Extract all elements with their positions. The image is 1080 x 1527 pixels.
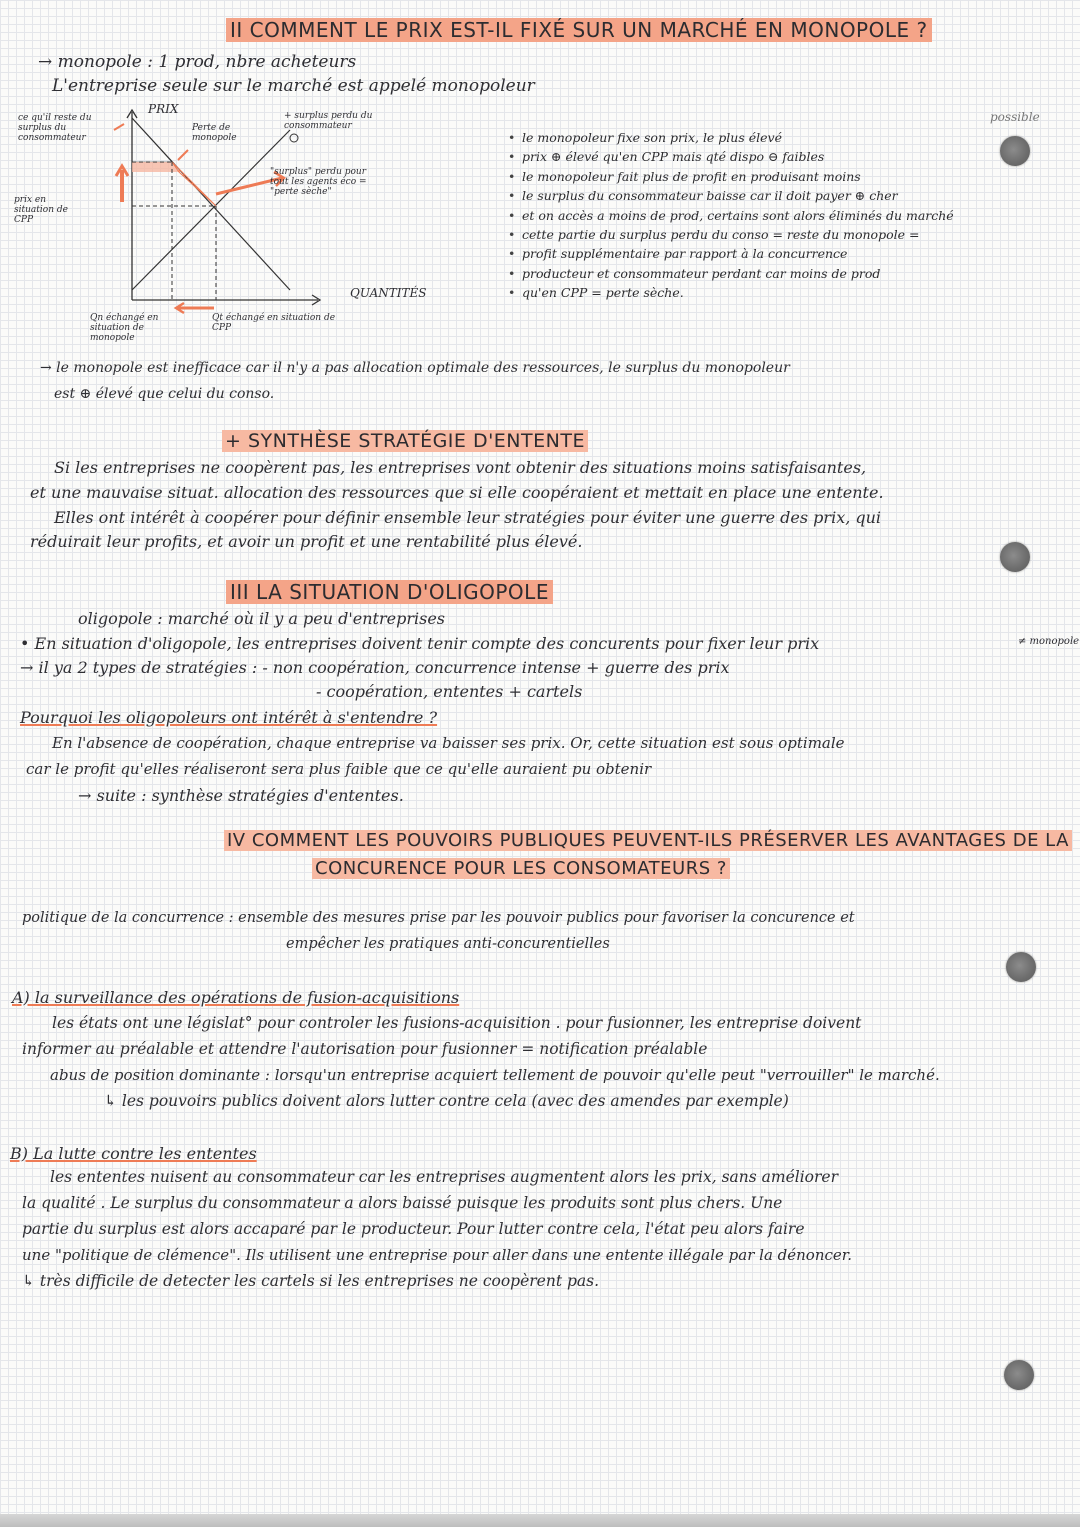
monopole-bullets	[508, 128, 954, 302]
bullet-item: • prix ⊕ élevé qu'en CPP mais qté dispo ⊖ faibles	[508, 147, 954, 166]
subsection-b-line5: ↳ très difficile de detecter les cartels si les entreprises ne coopèrent pas.	[22, 1272, 600, 1290]
monopole-conclusion-line2: est ⊕ élevé que celui du conso.	[54, 386, 275, 402]
possible-note: possible	[990, 110, 1040, 124]
subsection-b-line1: les ententes nuisent au consommateur car les entreprises augmentent alors les prix, sans améliorer	[50, 1168, 839, 1186]
bullet-item: • le monopoleur fixe son prix, le plus élevé	[508, 128, 954, 147]
monopoleur-definition: L'entreprise seule sur le marché est appelé monopoleur	[52, 76, 535, 96]
subsection-b-title: B) La lutte contre les ententes	[10, 1144, 257, 1163]
prix-axis-label: PRIX	[148, 102, 179, 116]
oligopole-line2: → il ya 2 types de stratégies : - non coopération, concurrence intense + guerre des prix	[20, 658, 730, 677]
oligopole-definition: oligopole : marché où il y a peu d'entreprises	[78, 609, 445, 628]
subsection-b-line2: la qualité . Le surplus du consommateur a alors baissé puisque les produits sont plus chers. Une	[22, 1194, 783, 1212]
oligopole-question: Pourquoi les oligopoleurs ont intérêt à s'entendre ?	[20, 708, 438, 727]
politique-concurrence-def2: empêcher les pratiques anti-concurentielles	[286, 936, 610, 952]
binder-hole	[1000, 136, 1030, 166]
synthese-paragraph	[30, 456, 884, 555]
bullet-item: • cette partie du surplus perdu du conso = reste du monopole =	[508, 225, 954, 244]
monopole-note: ≠ monopole	[1018, 636, 1080, 647]
subsection-a-line3: abus de position dominante : lorsqu'un entreprise acquiert tellement de pouvoir qu'elle peut "verrouiller" le marché.	[50, 1066, 940, 1084]
monopole-definition: → monopole : 1 prod, nbre acheteurs	[38, 52, 357, 72]
oligopole-answer2: car le profit qu'elles réaliseront sera plus faible que ce qu'elle auraient pu obtenir	[26, 760, 652, 778]
perte-seche-note: "surplus" perdu pour tout les agents éco = "perte sèche"	[270, 167, 367, 197]
binder-hole	[1004, 1360, 1034, 1390]
bullet-item: • le monopoleur fait plus de profit en produisant moins	[508, 167, 954, 186]
subsection-a-line1: les états ont une législat° pour controler les fusions-acquisition . pour fusionner, les entreprise doivent	[52, 1014, 862, 1032]
bullet-item: • et on accès a moins de prod, certains sont alors éliminés du marché	[508, 206, 954, 225]
supply-curve	[132, 130, 290, 290]
monopole-conclusion-line1: → le monopole est inefficace car il n'y a pas allocation optimale des ressources, le surplus du monopoleur	[40, 360, 790, 376]
page-bottom-edge	[0, 1514, 1080, 1527]
section-4-title-line2: CONCURENCE POUR LES CONSOMATEURS ?	[312, 858, 730, 879]
bullet-item: • qu'en CPP = perte sèche.	[508, 283, 954, 302]
synthese-line: réduirait leur profits, et avoir un profit et une rentabilité plus élevé.	[30, 532, 583, 552]
oligopole-line3: - coopération, ententes + cartels	[316, 682, 583, 701]
section-2-title: II COMMENT LE PRIX EST-IL FIXÉ SUR UN MARCHÉ EN MONOPOLE ?	[226, 18, 932, 42]
bullet-item: • producteur et consommateur perdant car moins de prod	[508, 264, 954, 283]
oligopole-line1: • En situation d'oligopole, les entreprises doivent tenir compte des concurents pour fixer leur prix	[20, 634, 820, 653]
oligopole-answer3: → suite : synthèse stratégies d'ententes.	[78, 786, 404, 805]
subsection-a-line2: informer au préalable et attendre l'autorisation pour fusionner = notification préalable	[22, 1040, 708, 1058]
qte-monopole-note: Qn échangé en situation de monopole	[90, 313, 159, 343]
section-3-title: III LA SITUATION D'OLIGOPOLE	[226, 580, 553, 604]
binder-hole	[1006, 952, 1036, 982]
synthese-line: et une mauvaise situat. allocation des ressources que si elle coopéraient et mettait en place une entente.	[30, 482, 884, 502]
qte-cpp-note: Qt échangé en situation de CPP	[212, 313, 336, 333]
bullet-item: • le surplus du consommateur baisse car il doit payer ⊕ cher	[508, 186, 954, 205]
bullet-item: • profit supplémentaire par rapport à la concurrence	[508, 244, 954, 263]
synthese-title: + SYNTHÈSE STRATÉGIE D'ENTENTE	[222, 430, 588, 452]
subsection-b-line4: une "politique de clémence". Ils utilisent une entreprise pour aller dans une entente illégale par la dénoncer.	[22, 1246, 853, 1264]
consumer-surplus-area	[132, 118, 172, 162]
politique-concurrence-def1: politique de la concurrence : ensemble des mesures prise par les pouvoir publics pour favoriser la concurence et	[22, 910, 855, 926]
surplus-perdu-conso-note: + surplus perdu du consommateur	[284, 111, 373, 131]
consumer-surplus-note: ce qu'il reste du surplus du consommateur	[18, 113, 92, 143]
prix-cpp-note: prix en situation de CPP	[14, 195, 68, 225]
synthese-line: Elles ont intérêt à coopérer pour définir ensemble leur stratégies pour éviter une guerre des prix, qui	[54, 507, 882, 527]
subsection-a-title: A) la surveillance des opérations de fusion-acquisitions	[12, 988, 460, 1007]
subsection-b-line3: partie du surplus est alors accaparé par le producteur. Pour lutter contre cela, l'état peu alors faire	[22, 1220, 805, 1238]
quantites-axis-label: QUANTITÉS	[350, 286, 427, 300]
synthese-line: Si les entreprises ne coopèrent pas, les entreprises vont obtenir des situations moins satisfaisantes,	[54, 458, 867, 477]
section-4-title-line1: IV COMMENT LES POUVOIRS PUBLIQUES PEUVENT-ILS PRÉSERVER LES AVANTAGES DE LA	[224, 830, 1072, 851]
oligopole-answer1: En l'absence de coopération, chaque entreprise va baisser ses prix. Or, cette situation est sous optimale	[52, 734, 845, 752]
binder-hole	[1000, 542, 1030, 572]
perte-monopole-note: Perte de monopole	[192, 123, 237, 143]
deadweight-loss-area	[172, 162, 216, 206]
subsection-a-line4: ↳ les pouvoirs publics doivent alors lutter contre cela (avec des amendes par exemple)	[104, 1092, 789, 1110]
